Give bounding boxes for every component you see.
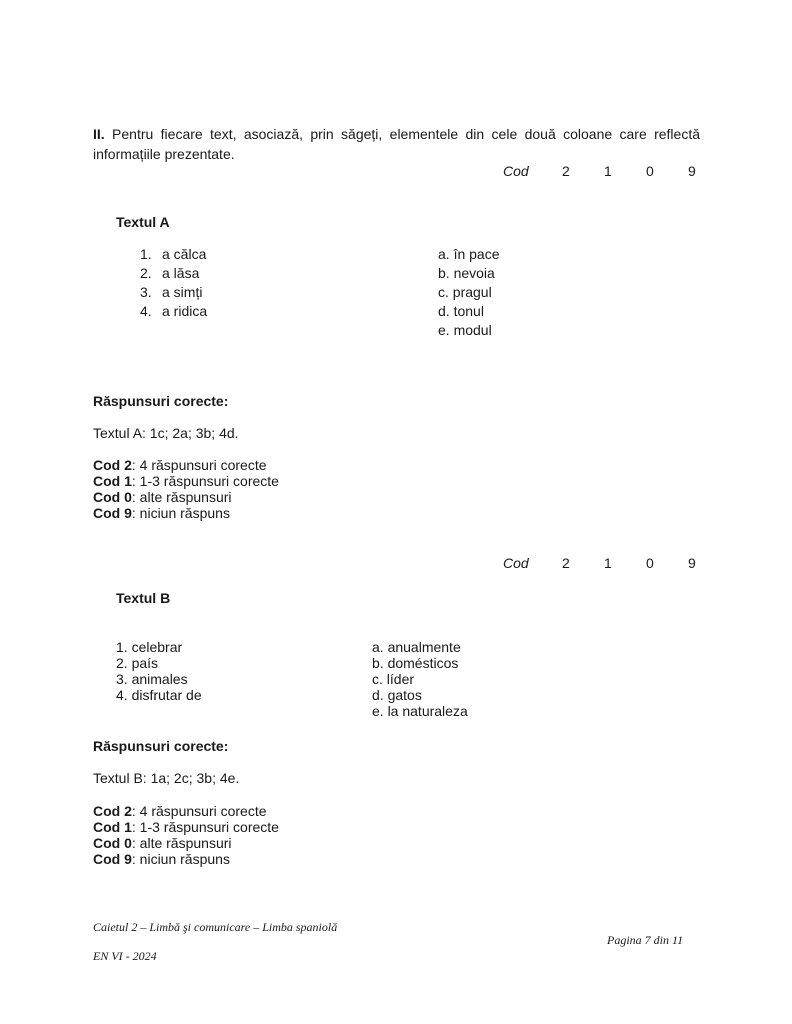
cod-value: 9 (688, 163, 696, 179)
score-line: Cod 1: 1-3 răspunsuri corecte (93, 819, 279, 835)
list-item: b. domésticos (372, 655, 459, 671)
cod-header-a (503, 163, 703, 181)
cod-value: 1 (604, 555, 612, 571)
score-line: Cod 9: niciun răspuns (93, 851, 230, 867)
list-item: c. pragul (438, 284, 492, 300)
list-item: e. la naturaleza (372, 703, 468, 719)
list-item: d. tonul (438, 303, 484, 319)
cod-value: 1 (604, 163, 612, 179)
cod-value: 0 (646, 163, 654, 179)
exercise-instruction (93, 124, 700, 164)
cod-label: Cod (503, 163, 529, 179)
cod-header-b (503, 555, 703, 573)
answersA-heading: Răspunsuri corecte: (93, 393, 229, 409)
exercise-text: Pentru fiecare text, asociază, prin săgeți, elementele din cele două coloane care reflectă informațiile prezentate. (93, 126, 701, 162)
score-line: Cod 2: 4 răspunsuri corecte (93, 803, 267, 819)
list-item: 2. a lăsa (140, 265, 200, 281)
list-item: 4. a ridica (140, 303, 208, 319)
answersA-scoring (93, 457, 279, 521)
answersB-key: Textul B: 1a; 2c; 3b; 4e. (93, 770, 240, 786)
answersA-key: Textul A: 1c; 2a; 3b; 4d. (93, 425, 239, 441)
footer-booklet-title: Caietul 2 – Limbă şi comunicare – Limba spaniolă (93, 920, 338, 934)
list-item: 4. disfrutar de (116, 687, 202, 703)
textB-right-column (372, 639, 468, 719)
cod-value: 9 (688, 555, 696, 571)
list-item: d. gatos (372, 687, 422, 703)
list-item: 1. a călca (140, 246, 207, 262)
list-item: 3. animales (116, 671, 188, 687)
textB-left-column (116, 639, 202, 703)
answersB-heading: Răspunsuri corecte: (93, 738, 229, 754)
list-item: a. anualmente (372, 639, 461, 655)
textA-title: Textul A (116, 214, 170, 230)
score-line: Cod 0: alte răspunsuri (93, 489, 232, 505)
list-item: 3. a simți (140, 284, 203, 300)
list-item: e. modul (438, 322, 492, 338)
answersB-scoring (93, 803, 279, 867)
cod-value: 0 (646, 555, 654, 571)
footer-exam-code: EN VI - 2024 (93, 949, 157, 963)
score-line: Cod 9: niciun răspuns (93, 505, 230, 521)
list-item: 1. celebrar (116, 639, 183, 655)
footer-page-number: Pagina 7 din 11 (607, 933, 684, 947)
cod-label: Cod (503, 555, 529, 571)
list-item: c. líder (372, 671, 415, 687)
cod-value: 2 (562, 163, 570, 179)
exercise-number: II. (93, 126, 105, 142)
textA-right-column (438, 245, 500, 340)
list-item: a. în pace (438, 246, 500, 262)
textB-title: Textul B (116, 590, 171, 606)
score-line: Cod 0: alte răspunsuri (93, 835, 232, 851)
score-line: Cod 1: 1-3 răspunsuri corecte (93, 473, 279, 489)
score-line: Cod 2: 4 răspunsuri corecte (93, 457, 267, 473)
cod-value: 2 (562, 555, 570, 571)
list-item: 2. país (116, 655, 159, 671)
textA-left-column (140, 245, 207, 321)
list-item: b. nevoia (438, 265, 495, 281)
